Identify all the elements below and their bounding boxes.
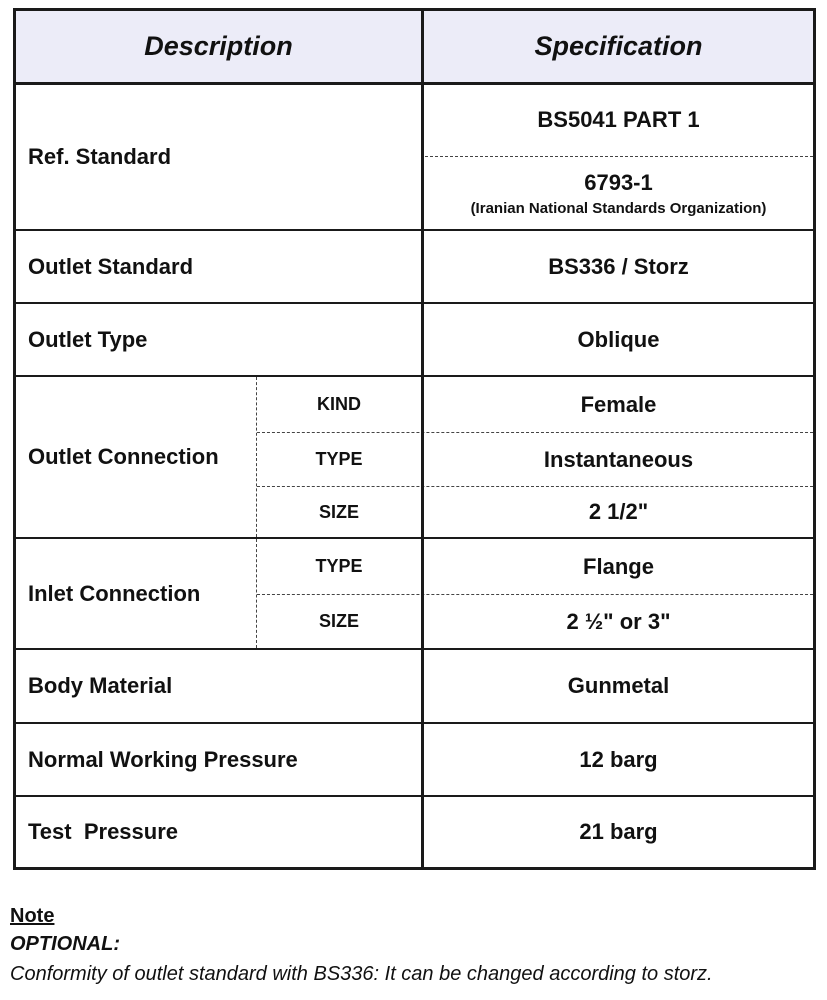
ref-standard-spec-1: BS5041 PART 1: [537, 107, 700, 132]
inlet-size-label: SIZE: [318, 611, 359, 631]
test-pressure-label: Test Pressure: [28, 819, 179, 844]
outlet-type-sub-value: Instantaneous: [543, 446, 694, 472]
test-pressure-value: 21 barg: [579, 819, 658, 844]
outlet-kind-label: KIND: [317, 394, 361, 414]
outlet-standard-value: BS336 / Storz: [548, 253, 689, 279]
outlet-standard-label: Outlet Standard: [28, 253, 194, 279]
header-description: Description: [144, 31, 293, 61]
inlet-type-label: TYPE: [315, 556, 363, 576]
note-title: Note: [10, 905, 55, 927]
inlet-type-value: Flange: [583, 553, 654, 579]
outlet-type-sub-label: TYPE: [315, 449, 363, 469]
working-pressure-label: Normal Working Pressure: [28, 746, 298, 772]
ref-standard-spec-2: 6793-1: [584, 169, 653, 195]
inlet-size-value: 2 ½" or 3": [566, 608, 671, 634]
body-material-label: Body Material: [28, 673, 173, 698]
outlet-connection-label: Outlet Connection: [28, 444, 219, 469]
ref-standard-spec-2-cell: [424, 157, 813, 229]
outlet-type-label: Outlet Type: [28, 326, 148, 352]
outlet-type-value: Oblique: [577, 326, 660, 352]
note-optional: OPTIONAL:: [10, 933, 120, 955]
ref-standard-label: Ref. Standard: [28, 143, 172, 169]
inlet-connection-label: Inlet Connection: [28, 580, 201, 606]
note-text: Conformity of outlet standard with BS336: It can be changed according to storz.: [10, 963, 713, 985]
header-specification: Specification: [534, 31, 703, 61]
outlet-kind-value: Female: [580, 391, 657, 417]
outlet-size-value: 2 1/2": [588, 499, 649, 524]
ref-standard-spec-2-note: (Iranian National Standards Organization): [470, 199, 767, 217]
working-pressure-value: 12 barg: [579, 746, 658, 772]
body-material-value: Gunmetal: [567, 673, 670, 698]
outlet-size-label: SIZE: [318, 501, 359, 522]
